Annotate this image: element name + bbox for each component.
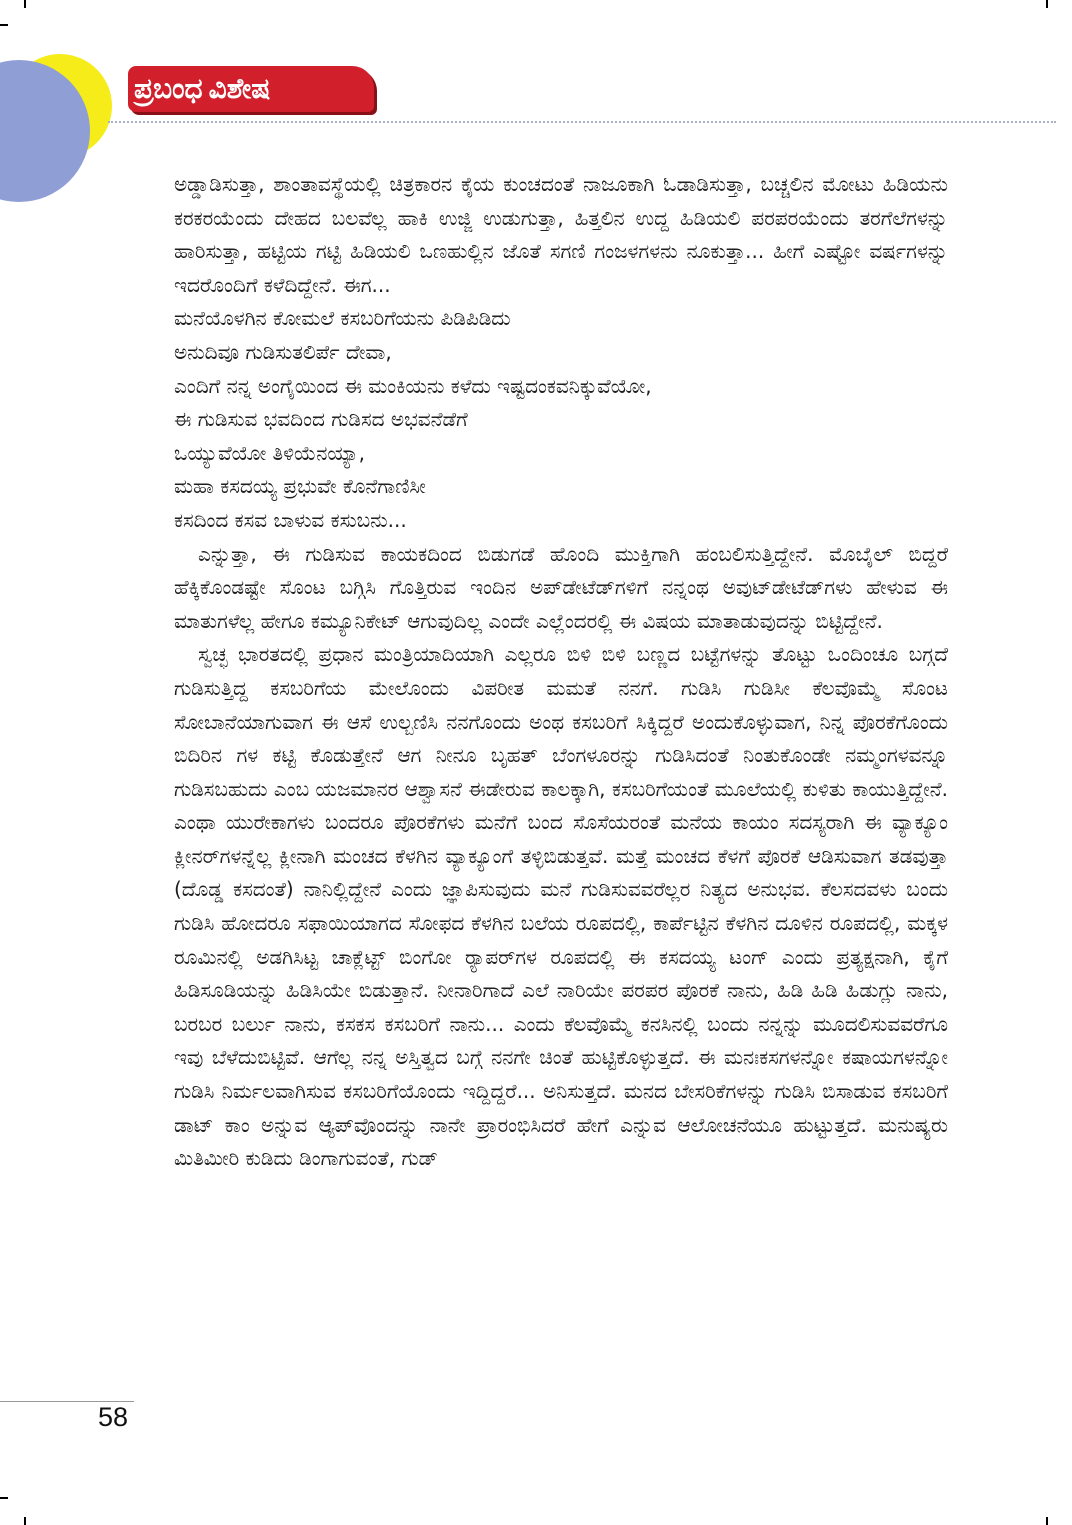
- poem-line: ಒಯ್ಯುವೆಯೋ ತಿಳಿಯೆನಯ್ಯಾ,: [174, 440, 365, 465]
- poem-line: ಈ ಗುಡಿಸುವ ಭವದಿಂದ ಗುಡಿಸದ ಅಭವನೆಡೆಗೆ: [174, 407, 468, 432]
- section-title: [134, 68, 270, 110]
- poem-line: ಮಹಾ ಕಸದಯ್ಯ ಪ್ರಭುವೇ ಕೊನೆಗಾಣಿಸೀ: [174, 474, 426, 499]
- crop-mark-left-lower: [0, 1497, 8, 1499]
- crop-mark-left-upper: [0, 24, 8, 26]
- crop-mark-bottom-left: [24, 1517, 26, 1525]
- intro-paragraph: ಅಡ್ಡಾಡಿಸುತ್ತಾ, ಶಾಂತಾವಸ್ಥೆಯಲ್ಲಿ ಚಿತ್ರಕಾರನ ಕೈಯ ಕುಂಚದಂತೆ ನಾಜೂಕಾಗಿ ಓಡಾಡಿಸುತ್ತಾ, ಬಚ್ಚಲಿನ ಮೋಟು ಹಿಡಿಯನು ಕರಕರಯೆಂದು ದೇಹದ ಬಲವೆಲ್ಲ ಹಾಕಿ ಉಜ್ಜಿ ಉಡುಗುತ್ತಾ, ಹಿತ್ತಲಿನ ಉದ್ದ ಹಿಡಿಯಲಿ ಪರಪರಯೆಂದು ತರಗೆಲೆಗಳನ್ನು ಹಾರಿಸುತ್ತಾ, ಹಟ್ಟಿಯ ಗಟ್ಟಿ ಹಿಡಿಯಲಿ ಒಣಹುಲ್ಲಿನ ಜೊತೆ ಸಗಣಿ ಗಂಜಳಗಳನು ನೂಕುತ್ತಾ... ಹೀಗೆ ಎಷ್ಟೋ ವರ್ಷಗಳನ್ನು ಇದರೊಂದಿಗೆ ಕಳೆದಿದ್ದೇನೆ. ಈಗ...: [174, 172, 948, 297]
- header-dotted-rule: [108, 121, 1056, 123]
- poem-line: ಅನುದಿವೂ ಗುಡಿಸುತಲಿರ್ಪೆ ದೇವಾ,: [174, 339, 392, 364]
- body-paragraph: ಸ್ವಚ್ಛ ಭಾರತದಲ್ಲಿ ಪ್ರಧಾನ ಮಂತ್ರಿಯಾದಿಯಾಗಿ ಎಲ್ಲರೂ ಬಿಳಿ ಬಿಳಿ ಬಣ್ಣದ ಬಟ್ಟೆಗಳನ್ನು ತೊಟ್ಟು ಒಂದಿಂಚೂ ಬಗ್ಗದೆ ಗುಡಿಸುತ್ತಿದ್ದ ಕಸಬರಿಗೆಯ ಮೇಲೊಂದು ವಿಪರೀತ ಮಮತೆ ನನಗೆ. ಗುಡಿಸಿ ಗುಡಿಸೀ ಕೆಲವೊಮ್ಮೆ ಸೊಂಟ ಸೋಬಾನೆಯಾಗುವಾಗ ಈ ಆಸೆ ಉಲ್ಬಣಿಸಿ ನನಗೊಂದು ಅಂಥ ಕಸಬರಿಗೆ ಸಿಕ್ಕಿದ್ದರೆ ಅಂದುಕೊಳ್ಳುವಾಗ, ನಿನ್ನ ಪೊರಕೆಗೊಂದು ಬಿದಿರಿನ ಗಳ ಕಟ್ಟಿ ಕೊಡುತ್ತೇನೆ ಆಗ ನೀನೂ ಬೃಹತ್ ಬೆಂಗಳೂರನ್ನು ಗುಡಿಸಿದಂತೆ ನಿಂತುಕೊಂಡೇ ನಮ್ಮಂಗಳವನ್ನೂ ಗುಡಿಸಬಹುದು ಎಂಬ ಯಜಮಾನರ ಆಶ್ವಾಸನೆ ಈಡೇರುವ ಕಾಲಕ್ಕಾಗಿ, ಕಸಬರಿಗೆಯಂತೆ ಮೂಲೆಯಲ್ಲಿ ಕುಳಿತು ಕಾಯುತ್ತಿದ್ದೇನೆ. ಎಂಥಾ ಯುರೇಕಾಗಳು ಬಂದರೂ ಪೊರಕೆಗಳು ಮನೆಗೆ ಬಂದ ಸೊಸೆಯರಂತೆ ಮನೆಯ ಕಾಯಂ ಸದಸ್ಯರಾಗಿ ಈ ವ್ಯಾಕ್ಯೂಂ ಕ್ಲೀನರ್‌ಗಳನ್ನೆಲ್ಲ ಕ್ಲೀನಾಗಿ ಮಂಚದ ಕೆಳಗಿನ ವ್ಯಾಕ್ಯೂಂಗೆ ತಳ್ಳಿಬಿಡುತ್ತವೆ. ಮತ್ತೆ ಮಂಚದ ಕೆಳಗೆ ಪೊರಕೆ ಆಡಿಸುವಾಗ ತಡವುತ್ತಾ (ದೊಡ್ಡ ಕಸದಂತೆ) ನಾನಿಲ್ಲಿದ್ದೇನೆ ಎಂದು ಜ್ಞಾಪಿಸುವುದು ಮನೆ ಗುಡಿಸುವವರೆಲ್ಲರ ನಿತ್ಯದ ಅನುಭವ. ಕೆಲಸದವಳು ಬಂದು ಗುಡಿಸಿ ಹೋದರೂ ಸಫಾಯಿಯಾಗದ ಸೋಫದ ಕೆಳಗಿನ ಬಲೆಯ ರೂಪದಲ್ಲಿ, ಕಾರ್ಪೆಟ್ಟಿನ ಕೆಳಗಿನ ದೂಳಿನ ರೂಪದಲ್ಲಿ, ಮಕ್ಕಳ ರೂಮಿನಲ್ಲಿ ಅಡಗಿಸಿಟ್ಟ ಚಾಕ್ಲೆಟ್ಟ್ ಬಿಂಗೋ ರ್‍ಯಾಪರ್‌ಗಳ ರೂಪದಲ್ಲಿ ಈ ಕಸದಯ್ಯ ಟಂಗ್ ಎಂದು ಪ್ರತ್ಯಕ್ಷನಾಗಿ, ಕೈಗೆ ಹಿಡಿಸೂಡಿಯನ್ನು ಹಿಡಿಸಿಯೇ ಬಿಡುತ್ತಾನೆ. ನೀನಾರಿಗಾದೆ ಎಲೆ ನಾರಿಯೇ ಪರಪರ ಪೊರಕೆ ನಾನು, ಹಿಡಿ ಹಿಡಿ ಹಿಡುಗ್ಲು ನಾನು, ಬರಬರ ಬರ್ಲು ನಾನು, ಕಸಕಸ ಕಸಬರಿಗೆ ನಾನು... ಎಂದು ಕೆಲವೊಮ್ಮೆ ಕನಸಿನಲ್ಲಿ ಬಂದು ನನ್ನನ್ನು ಮೂದಲಿಸುವವರೆಗೂ ಇವು ಬೆಳೆದುಬಿಟ್ಟಿವೆ. ಆಗೆಲ್ಲ ನನ್ನ ಅಸ್ತಿತ್ವದ ಬಗ್ಗೆ ನನಗೇ ಚಿಂತೆ ಹುಟ್ಟಿಕೊಳ್ಳುತ್ತದೆ. ಈ ಮನಃಕಸಗಳನ್ನೋ ಕಷಾಯಗಳನ್ನೋ ಗುಡಿಸಿ ನಿರ್ಮಲವಾಗಿಸುವ ಕಸಬರಿಗೆಯೊಂದು ಇದ್ದಿದ್ದರೆ... ಅನಿಸುತ್ತದೆ. ಮನದ ಬೇಸರಿಕೆಗಳನ್ನು ಗುಡಿಸಿ ಬಿಸಾಡುವ ಕಸಬರಿಗೆ ಡಾಟ್ ಕಾಂ ಅನ್ನುವ ಆ್ಯಪ್‌ವೊಂದನ್ನು ನಾನೇ ಪ್ರಾರಂಭಿಸಿದರೆ ಹೇಗೆ ಎನ್ನುವ ಆಲೋಚನೆಯೂ ಹುಟ್ಟುತ್ತದೆ. ಮನುಷ್ಯರು ಮಿತಿಮೀರಿ ಕುಡಿದು ಡಿಂಗಾಗುವಂತೆ, ಗುಡ್: [174, 642, 948, 1171]
- page-number: 58: [98, 1402, 129, 1432]
- crop-mark-top-left: [24, 0, 26, 8]
- crop-mark-top-right: [1046, 0, 1048, 8]
- poem-line: ಮನೆಯೊಳಗಿನ ಕೋಮಲೆ ಕಸಬರಿಗೆಯನು ಪಿಡಿಪಿಡಿದು: [174, 306, 511, 331]
- section-title-word-1: ಪ್ರಬಂಧ: [134, 72, 203, 105]
- poem-line: ಎಂದಿಗೆ ನನ್ನ ಅಂಗೈಯಿಂದ ಈ ಮಂಕಿಯನು ಕಳೆದು ಇಷ್ಟದಂಕವನಿಕ್ಕುವೆಯೋ,: [174, 373, 652, 398]
- poem-line: ಕಸದಿಂದ ಕಸವ ಬಾಳುವ ಕಸುಬನು...: [174, 507, 407, 532]
- body-paragraph: ಎನ್ನುತ್ತಾ, ಈ ಗುಡಿಸುವ ಕಾಯಕದಿಂದ ಬಿಡುಗಡೆ ಹೊಂದಿ ಮುಕ್ತಿಗಾಗಿ ಹಂಬಲಿಸುತ್ತಿದ್ದೇನೆ. ಮೊಬೈಲ್ ಬಿದ್ದರೆ ಹೆಕ್ಕಿಕೊಂಡಷ್ಟೇ ಸೊಂಟ ಬಗ್ಗಿಸಿ ಗೊತ್ತಿರುವ ಇಂದಿನ ಅಪ್‌ಡೇಟೆಡ್‌ಗಳಿಗೆ ನನ್ನಂಥ ಅವುಟ್‌ಡೇಟೆಡ್‌ಗಳು ಹೇಳುವ ಈ ಮಾತುಗಳೆಲ್ಲ ಹೇಗೂ ಕಮ್ಯೂನಿಕೇಟ್ ಆಗುವುದಿಲ್ಲ ಎಂದೇ ಎಲ್ಲೆಂದರಲ್ಲಿ ಈ ವಿಷಯ ಮಾತಾಡುವುದನ್ನು ಬಿಟ್ಟಿದ್ದೇನೆ.: [174, 541, 948, 633]
- section-title-word-2: ವಿಶೇಷ: [208, 72, 271, 105]
- crop-mark-bottom-right: [1046, 1517, 1048, 1525]
- article-body: [174, 168, 948, 1176]
